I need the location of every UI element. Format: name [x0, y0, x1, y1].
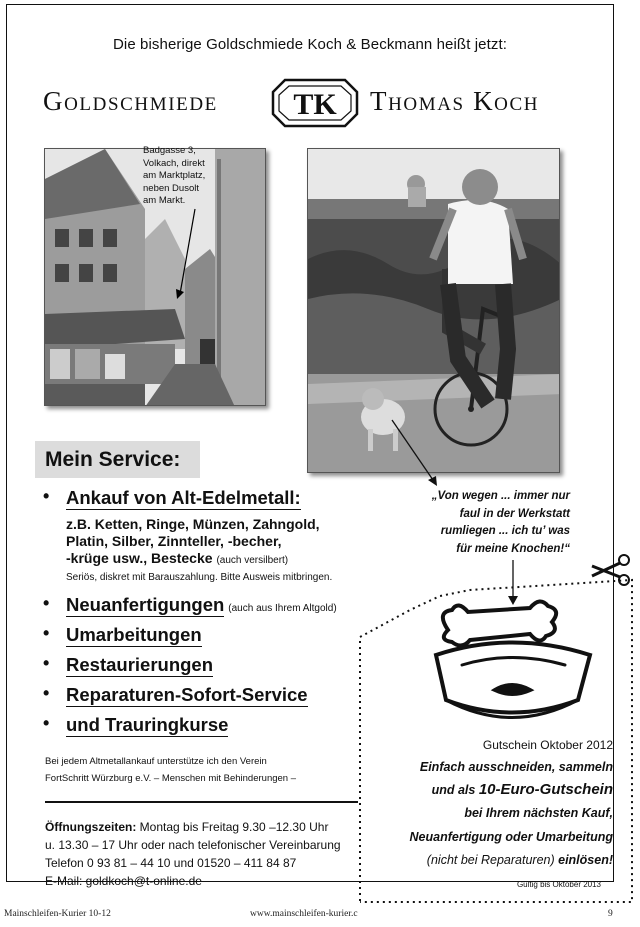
service-restaurierungen: • Restaurierungen [43, 653, 214, 675]
coupon-line-1: Einfach ausschneiden, sammeln [419, 760, 613, 774]
scissors-icon [592, 555, 629, 585]
service-title: Mein Service: [45, 448, 181, 471]
coupon-line-5: (nicht bei Reparaturen) einlösen! [426, 853, 613, 867]
brand-name-left: Goldschmiede [43, 86, 218, 116]
coupon-title: Gutschein Oktober 2012 [482, 738, 613, 752]
coupon-line-2: und als 10-Euro-Gutschein [431, 781, 613, 798]
bullet: • [43, 713, 50, 733]
service-ankauf: • Ankauf von Alt-Edelmetall: [43, 486, 301, 508]
coupon-line-3: bei Ihrem nächsten Kauf, [464, 806, 613, 820]
bullet: • [43, 623, 50, 643]
bullet: • [43, 683, 50, 703]
service-trauringkurse: • und Trauringkurse [43, 713, 229, 735]
support-line-2: FortSchritt Würzburg e.V. – Menschen mit Behinderungen – [45, 773, 296, 784]
dog-quote: „Von wegen ... immer nur faul in der Werkstatt rumliegen ... ich tu’ was für meine Knochen!“ [431, 490, 570, 555]
bullet: • [43, 653, 50, 673]
phone-line: Telefon 0 93 81 – 44 10 und 01520 – 411 84 87 [45, 856, 297, 870]
hours-line-1: Öffnungszeiten: Montag bis Freitag 9.30 –12.30 Uhr [45, 820, 329, 834]
support-line-1: Bei jedem Altmetallankauf unterstütze ich den Verein [45, 756, 267, 767]
intro-text: Die bisherige Goldschmiede Koch & Beckmann heißt jetzt: [112, 36, 508, 53]
service-umarbeitungen: • Umarbeitungen [43, 623, 202, 645]
email-line: E-Mail: goldkoch@t-online.de [45, 874, 202, 888]
dog-bowl-icon [436, 601, 590, 717]
logo-letters: TK [293, 88, 337, 121]
bullet: • [43, 593, 50, 613]
page-number: 9 [608, 909, 613, 919]
ankauf-note: Seriös, diskret mit Barauszahlung. Bitte Ausweis mitbringen. [66, 572, 333, 583]
photo-caption: Badgasse 3, Volkach, direkt am Marktplatz, neben Dusolt am Markt. [143, 145, 206, 206]
coupon-line-4: Neuanfertigung oder Umarbeitung [409, 830, 613, 844]
service-reparaturen: • Reparaturen-Sofort-Service [43, 683, 308, 705]
footer-website: www.mainschleifen-kurier.c [250, 909, 358, 919]
hours-line-2: u. 13.30 – 17 Uhr oder nach telefonischer Vereinbarung [45, 838, 341, 852]
coupon-valid: Gültig bis Oktober 2013 [516, 880, 601, 889]
ankauf-details: z.B. Ketten, Ringe, Münzen, Zahngold, Platin, Silber, Zinnteller, -becher, -krüge usw., Bestecke (auch versilbert) [66, 516, 320, 566]
footer-publication: Mainschleifen-Kurier 10-12 [4, 909, 111, 919]
bullet: • [43, 486, 50, 506]
brand-name-right: Thomas Koch [370, 86, 540, 116]
service-neuanfertigungen: • Neuanfertigungen (auch aus Ihrem Altgold) [43, 593, 337, 615]
arrow-to-quote [392, 420, 433, 480]
